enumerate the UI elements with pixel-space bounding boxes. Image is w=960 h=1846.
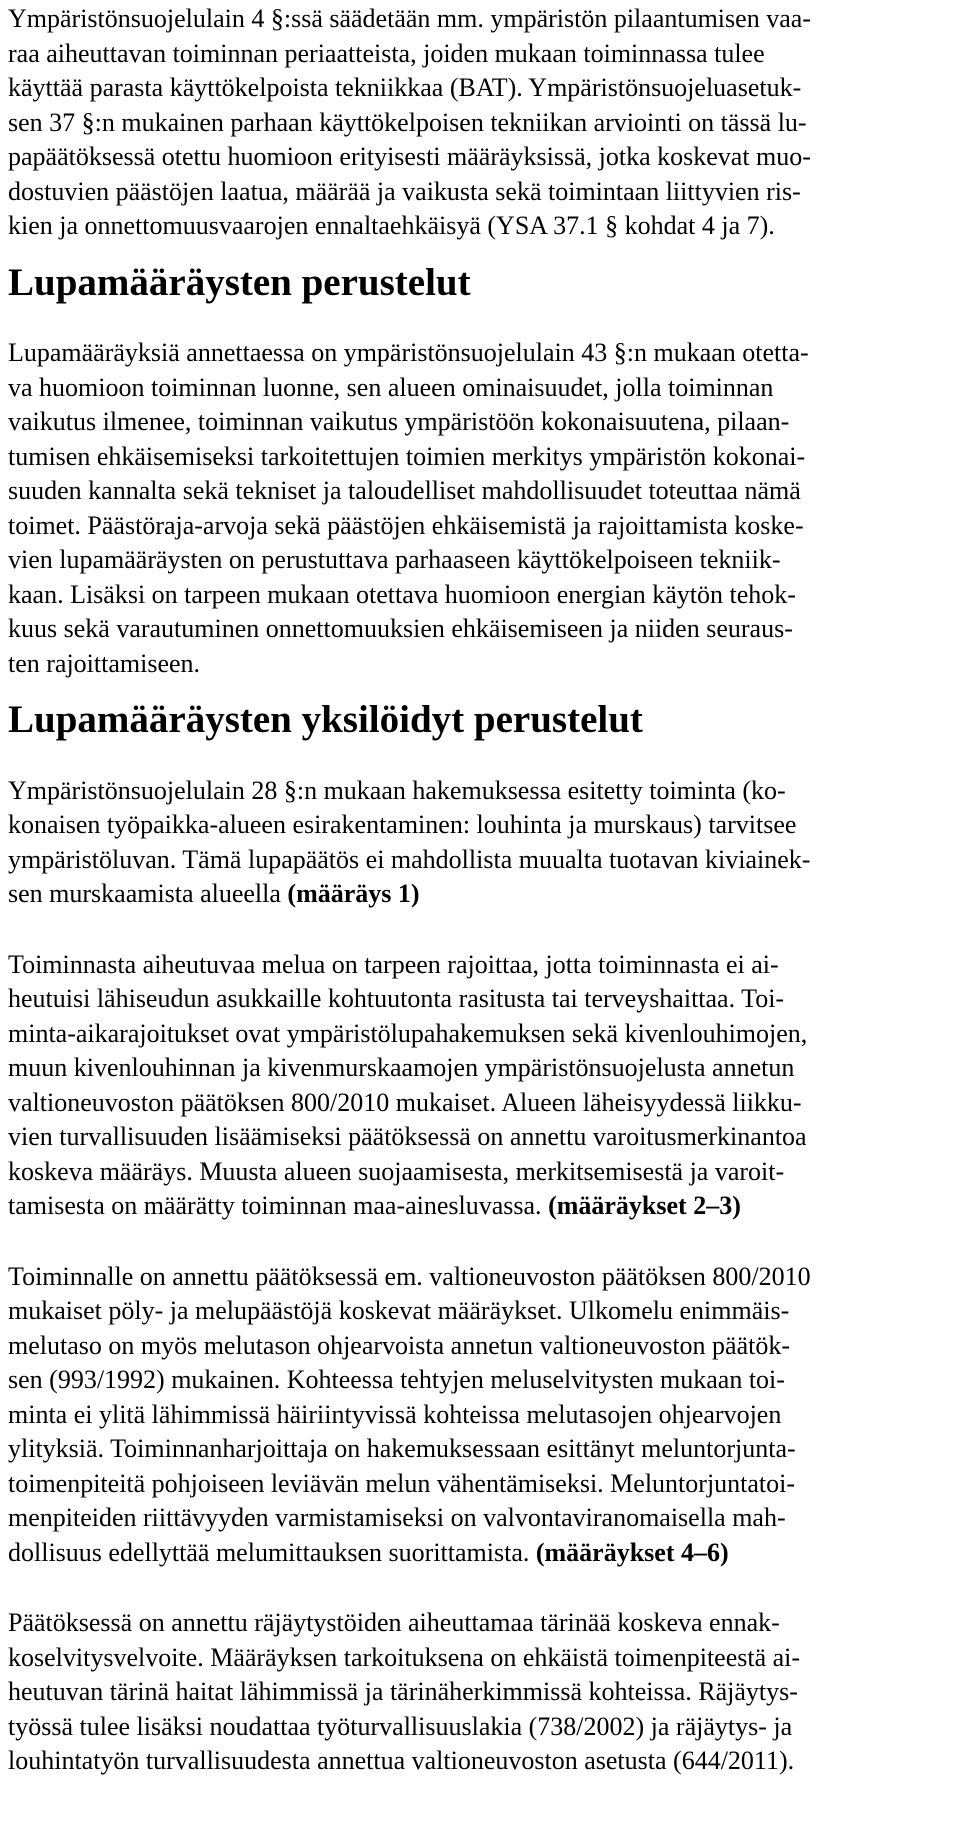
- text-line: Toiminnalle on annettu päätöksessä em. valtioneuvoston päätöksen 800/2010: [8, 1261, 811, 1291]
- text-line: koselvitysvelvoite. Määräyksen tarkoituksena on ehkäistä toimenpiteestä ai-: [8, 1642, 801, 1672]
- text-line: kien ja onnettomuusvaarojen ennaltaehkäisyä (YSA 37.1 § kohdat 4 ja 7).: [8, 211, 775, 240]
- text-line: melutaso on myös melutason ohjearvoista annetun valtioneuvoston päätök-: [8, 1330, 791, 1360]
- text-line: heutuvan tärinä haitat lähimmissä ja tärinäherkimmissä kohteissa. Räjäytys-: [8, 1677, 798, 1706]
- section-heading-yksiloidyt: Lupamääräysten yksilöidyt perustelut: [8, 698, 643, 741]
- text-line: koskeva määräys. Muusta alueen suojaamisesta, merkitsemisestä ja varoit-: [8, 1156, 785, 1186]
- perustelut-paragraph: [8, 336, 952, 681]
- noise-paragraph: [8, 948, 952, 1224]
- line-text: sen murskaamista alueella: [8, 879, 288, 908]
- text-line: käyttää parasta käyttökelpoista tekniikkaa (BAT). Ympäristönsuojeluasetuk-: [8, 73, 802, 102]
- text-line: vaikutus ilmenee, toiminnan vaikutus ympäristöön kokonaisuutena, pilaan-: [8, 407, 790, 436]
- document-page: [8, 2, 952, 1779]
- text-line: työssä tulee lisäksi noudattaa työturvallisuuslakia (738/2002) ja räjäytys- ja: [8, 1711, 793, 1741]
- regulation-reference: (määräykset 2–3): [548, 1191, 741, 1220]
- text-line: vien turvallisuuden lisäämiseksi päätöksessä on annettu varoitusmerkinantoa: [8, 1122, 807, 1151]
- text-line: [8, 1189, 952, 1224]
- intro-paragraph: [8, 2, 952, 244]
- text-line: Toiminnasta aiheutuvaa melua on tarpeen rajoittaa, jotta toiminnasta ei ai-: [8, 949, 779, 979]
- text-line: va huomioon toiminnan luonne, sen alueen ominaisuudet, jolla toiminnan: [8, 372, 774, 402]
- regulation-reference: (määräys 1): [287, 879, 420, 908]
- text-line: mukaiset pöly- ja melupäästöjä koskevat määräykset. Ulkomelu enimmäis-: [8, 1296, 790, 1325]
- text-line: valtioneuvoston päätöksen 800/2010 mukaiset. Alueen läheisyydessä liikku-: [8, 1087, 802, 1117]
- text-line: ylityksiä. Toiminnanharjoittaja on hakemuksessaan esittänyt meluntorjunta-: [8, 1434, 796, 1463]
- text-line: Ympäristönsuojelulain 28 §:n mukaan hakemuksessa esitetty toiminta (ko-: [8, 775, 786, 805]
- text-line: raa aiheuttavan toiminnan periaatteista, joiden mukaan toiminnassa tulee: [8, 38, 765, 68]
- text-line: Lupamääräyksiä annettaessa on ympäristönsuojelulain 43 §:n mukaan otetta-: [8, 338, 809, 367]
- text-line: kaan. Lisäksi on tarpeen mukaan otettava huomioon energian käytön tehok-: [8, 579, 796, 609]
- text-line: menpiteiden riittävyyden varmistamiseksi on valvontaviranomaisella mah-: [8, 1503, 786, 1532]
- line-text: dollisuus edellyttää melumittauksen suorittamista.: [8, 1537, 536, 1567]
- text-line: vien lupamääräysten on perustuttava parhaaseen käyttökelpoiseen tekniik-: [8, 545, 781, 574]
- emissions-paragraph: [8, 1260, 952, 1571]
- text-line: tumisen ehkäisemiseksi tarkoitettujen toimien merkitys ympäristön kokonai-: [8, 441, 806, 471]
- text-line: konaisen työpaikka-alueen esirakentaminen: louhinta ja murskaus) tarvitsee: [8, 810, 797, 839]
- text-line: sen 37 §:n mukainen parhaan käyttökelpoisen tekniikan arviointi on tässä lu-: [8, 107, 807, 137]
- bat-paragraph: [8, 774, 952, 912]
- text-line: muun kivenlouhinnan ja kivenmurskaamojen ympäristönsuojelusta annetun: [8, 1053, 795, 1082]
- text-line: dostuvien päästöjen laatua, määrää ja vaikusta sekä toimintaan liittyvien ris-: [8, 176, 801, 206]
- text-line: louhintatyön turvallisuudesta annettua valtioneuvoston asetusta (644/2011).: [8, 1746, 795, 1775]
- text-line: ten rajoittamiseen.: [8, 648, 201, 678]
- regulation-reference: (määräykset 4–6): [535, 1537, 729, 1567]
- section-heading-perustelut: Lupamääräysten perustelut: [8, 260, 471, 304]
- vibration-paragraph: [8, 1606, 952, 1779]
- text-line: minta-aikarajoitukset ovat ympäristölupahakemuksen sekä kivenlouhimojen,: [8, 1018, 808, 1048]
- text-line: Ympäristönsuojelulain 4 §:ssä säädetään mm. ympäristön pilaantumisen vaa-: [8, 4, 811, 33]
- line-text: tamisesta on määrätty toiminnan maa-ainesluvassa.: [8, 1191, 549, 1220]
- text-line: minta ei ylitä lähimmissä häiriintyvissä kohteissa melutasojen ohjearvojen: [8, 1399, 782, 1429]
- text-line: toimet. Päästöraja-arvoja sekä päästöjen ehkäisemistä ja rajoittamista koske-: [8, 510, 804, 540]
- text-line: Päätöksessä on annettu räjäytystöiden aiheuttamaa tärinää koskeva ennak-: [8, 1608, 780, 1637]
- text-line: [8, 877, 952, 912]
- text-line: papäätöksessä otettu huomioon erityisesti määräyksissä, jotka koskevat muo-: [8, 142, 811, 171]
- text-line: toimenpiteitä pohjoiseen leviävän melun vähentämiseksi. Meluntorjuntatoi-: [8, 1468, 796, 1498]
- text-line: heutuisi lähiseudun asukkaille kohtuutonta rasitusta tai terveyshaittaa. Toi-: [8, 984, 785, 1013]
- text-line: sen (993/1992) mukainen. Kohteessa tehtyjen meluselvitysten mukaan toi-: [8, 1365, 785, 1394]
- text-line: suuden kannalta sekä tekniset ja taloudelliset mahdollisuudet toteuttaa nämä: [8, 476, 801, 505]
- text-line: [8, 1536, 952, 1571]
- text-line: ympäristöluvan. Tämä lupapäätös ei mahdollista muualta tuotavan kiviainek-: [8, 844, 811, 874]
- text-line: kuus sekä varautuminen onnettomuuksien ehkäisemiseen ja niiden seuraus-: [8, 614, 793, 643]
